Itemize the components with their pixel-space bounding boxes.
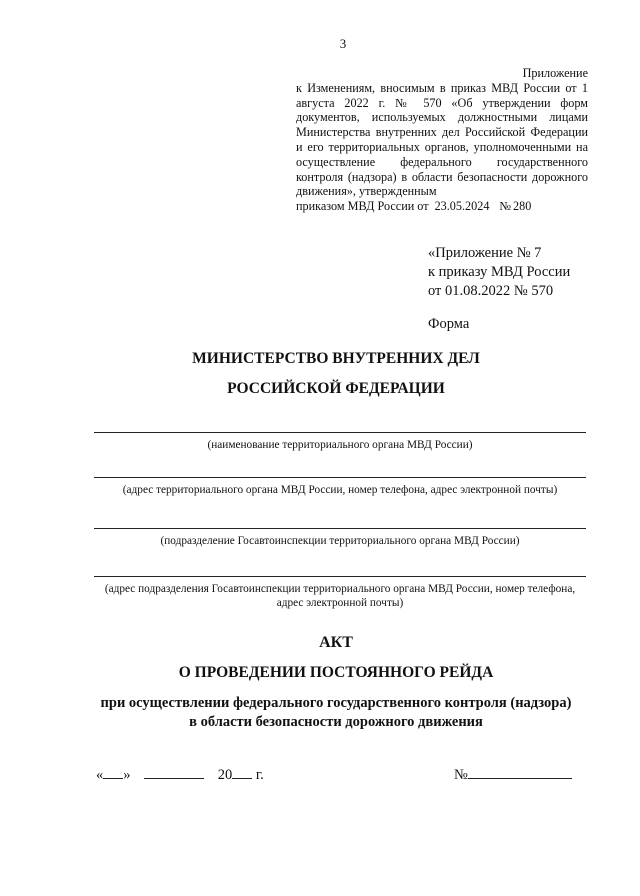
year-suffix: г.: [255, 767, 264, 783]
order-date: 23.05.2024: [434, 199, 490, 214]
close-quote: »: [123, 767, 131, 783]
fill-line: [94, 477, 586, 478]
appendix-ref-line1: «Приложение № 7: [428, 245, 542, 261]
act-desc-line2: в области безопасности дорожного движения: [189, 714, 483, 730]
ministry-line2: РОССИЙСКОЙ ФЕДЕРАЦИИ: [227, 380, 445, 397]
order-number: 280: [513, 199, 532, 214]
act-subtitle: О ПРОВЕДЕНИИ ПОСТОЯННОГО РЕЙДА: [178, 664, 494, 681]
appendix-reference: [428, 244, 570, 301]
act-title: АКТ: [319, 634, 353, 651]
appendix-ref-line3: от 01.08.2022 № 570: [428, 283, 554, 299]
ministry-heading: [0, 344, 640, 404]
territorial-body-field[interactable]: [94, 432, 586, 452]
fill-line: [94, 528, 586, 529]
page-number: 3: [339, 36, 347, 51]
year-blank[interactable]: [232, 764, 252, 779]
number-blank[interactable]: [468, 764, 572, 779]
number-sign: №: [454, 767, 468, 783]
field-caption: (адрес подразделения Госавтоинспекции территориального органа МВД России, номер телефона, адрес электронной почты): [104, 583, 576, 609]
ministry-line1: МИНИСТЕРСТВО ВНУТРЕННИХ ДЕЛ: [192, 350, 480, 367]
form-label: Форма: [428, 316, 470, 332]
act-desc-line1: при осуществлении федерального государственного контроля (надзора): [100, 695, 572, 711]
number-line: [454, 764, 572, 784]
appendix-header-body: к Изменениям, вносимым в приказ МВД России от 1 августа 2022 г. № 570 «Об утверждении форм документов, используемых должностными лицами Министерства внутренних дел Российской Федерации и его территориальных органов, уполномоченными на осуществление федерального государственного контроля (надзора) в области безопасности дорожного движения», утвержденным: [296, 80, 588, 199]
appendix-header: [296, 66, 588, 214]
day-blank[interactable]: [103, 764, 123, 779]
field-caption: (наименование территориального органа МВД России): [207, 439, 473, 451]
date-line: [96, 764, 264, 784]
appendix-ref-line2: к приказу МВД России: [428, 264, 571, 280]
act-description: [0, 694, 640, 732]
field-caption: (адрес территориального органа МВД России, номер телефона, адрес электронной почты): [122, 484, 558, 496]
fill-line: [94, 576, 586, 577]
order-prefix: приказом МВД России от: [296, 199, 429, 214]
fill-line: [94, 432, 586, 433]
month-blank[interactable]: [144, 764, 204, 779]
gai-division-field[interactable]: [94, 528, 586, 548]
order-reference: [296, 199, 588, 214]
order-number-sign: №: [499, 199, 512, 214]
gai-address-field[interactable]: [94, 576, 586, 610]
open-quote: «: [96, 767, 104, 783]
appendix-header-title: Приложение: [522, 66, 588, 80]
year-prefix: 20: [217, 767, 233, 783]
field-caption: (подразделение Госавтоинспекции территориального органа МВД России): [160, 535, 520, 547]
territorial-address-field[interactable]: [94, 477, 586, 497]
